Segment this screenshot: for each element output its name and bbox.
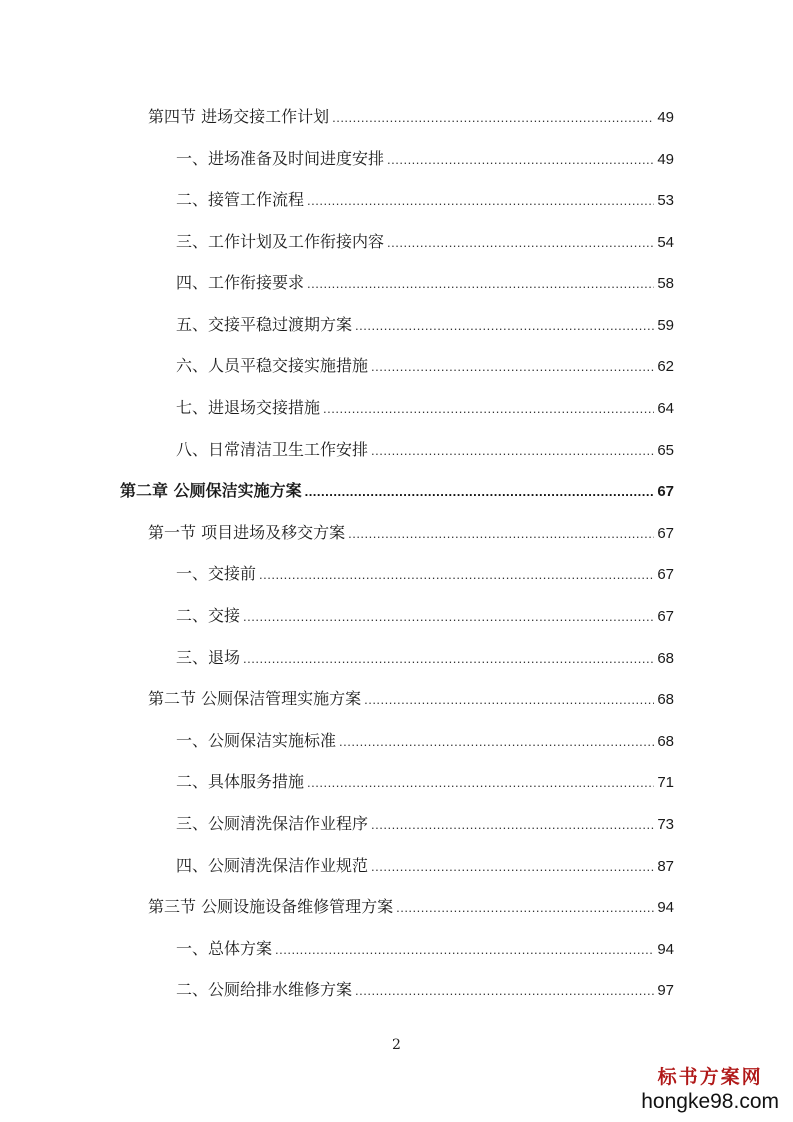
toc-entry[interactable]: [148, 897, 674, 918]
toc-entry-label: 一、交接前: [176, 564, 257, 583]
toc-entry-page: 49: [657, 151, 674, 168]
watermark-chinese-text: 标书方案网: [657, 1066, 763, 1088]
toc-entry-page: 73: [657, 816, 674, 833]
toc-entry-page: 62: [657, 358, 674, 375]
toc-entry[interactable]: [176, 648, 674, 669]
toc-entry[interactable]: [148, 107, 674, 128]
toc-entry-label: 第二节 公厕保洁管理实施方案: [148, 689, 362, 708]
toc-entry[interactable]: [176, 731, 674, 752]
toc-entry[interactable]: [176, 232, 674, 253]
site-watermark: [641, 1068, 779, 1112]
toc-entry-label: 五、交接平稳过渡期方案: [176, 315, 353, 334]
toc-entry-page: 94: [657, 899, 674, 916]
toc-leader-dots: [387, 150, 654, 170]
toc-entry-label: 三、公厕清洗保洁作业程序: [176, 814, 369, 833]
toc-leader-dots: [355, 981, 654, 1001]
toc-leader-dots: [332, 108, 654, 128]
toc-leader-dots: [275, 940, 654, 960]
toc-leader-dots: [307, 274, 654, 294]
toc-entry[interactable]: [176, 564, 674, 585]
toc-entry-page: 64: [657, 400, 674, 417]
toc-entry-page: 54: [657, 234, 674, 251]
toc-leader-dots: [307, 773, 654, 793]
toc-entry-page: 53: [657, 192, 674, 209]
toc-leader-dots: [348, 524, 654, 544]
toc-entry-page: 67: [657, 608, 674, 625]
toc-entry-label: 一、进场准备及时间进度安排: [176, 149, 385, 168]
toc-entry-page: 71: [657, 774, 674, 791]
toc-entry-label: 七、进退场交接措施: [176, 398, 321, 417]
toc-entry[interactable]: [176, 440, 674, 461]
toc-entry[interactable]: [176, 149, 674, 170]
toc-leader-dots: [371, 441, 654, 461]
toc-entry-page: 58: [657, 275, 674, 292]
toc-entry-page: 68: [657, 691, 674, 708]
toc-entry-page: 97: [657, 982, 674, 999]
toc-leader-dots: [307, 191, 654, 211]
toc-entry-label: 第四节 进场交接工作计划: [148, 107, 330, 126]
toc-leader-dots: [305, 482, 655, 502]
toc-entry[interactable]: [176, 356, 674, 377]
toc-entry[interactable]: [176, 606, 674, 627]
toc-entry-label: 第一节 项目进场及移交方案: [148, 523, 346, 542]
toc-entry-label: 第二章 公厕保洁实施方案: [120, 481, 302, 500]
toc-leader-dots: [355, 316, 654, 336]
toc-entry-page: 67: [657, 483, 674, 500]
toc-chapter-entry[interactable]: [120, 481, 674, 502]
toc-entry-page: 87: [657, 858, 674, 875]
page-number: 2: [392, 1037, 401, 1053]
toc-entry-label: 四、公厕清洗保洁作业规范: [176, 856, 369, 875]
toc-entry-label: 三、工作计划及工作衔接内容: [176, 232, 385, 251]
toc-entry-label: 二、交接: [176, 606, 241, 625]
toc-entry-page: 67: [657, 525, 674, 542]
toc-entry[interactable]: [176, 939, 674, 960]
toc-leader-dots: [339, 732, 654, 752]
toc-leader-dots: [243, 649, 654, 669]
toc-entry-page: 49: [657, 109, 674, 126]
toc-entry-label: 二、具体服务措施: [176, 772, 305, 791]
toc-entry-page: 68: [657, 733, 674, 750]
toc-entry[interactable]: [176, 814, 674, 835]
toc-entry[interactable]: [176, 190, 674, 211]
toc-entry-page: 59: [657, 317, 674, 334]
toc-leader-dots: [387, 233, 654, 253]
toc-leader-dots: [259, 565, 654, 585]
toc-entry-label: 二、接管工作流程: [176, 190, 305, 209]
toc-entry-label: 二、公厕给排水维修方案: [176, 980, 353, 999]
toc-entry-label: 六、人员平稳交接实施措施: [176, 356, 369, 375]
toc-entry-label: 一、公厕保洁实施标准: [176, 731, 337, 750]
toc-leader-dots: [323, 399, 654, 419]
watermark-domain-text: hongke98.com: [641, 1090, 779, 1113]
toc-leader-dots: [371, 815, 654, 835]
toc-entry[interactable]: [176, 315, 674, 336]
toc-entry[interactable]: [176, 273, 674, 294]
toc-entry-page: 67: [657, 566, 674, 583]
toc-entry-page: 65: [657, 442, 674, 459]
toc-entry[interactable]: [176, 980, 674, 1001]
toc-entry[interactable]: [176, 398, 674, 419]
toc-entry-label: 八、日常清洁卫生工作安排: [176, 440, 369, 459]
toc-leader-dots: [371, 857, 654, 877]
toc-entry-page: 68: [657, 650, 674, 667]
toc-entry-label: 一、总体方案: [176, 939, 273, 958]
toc-leader-dots: [243, 607, 654, 627]
toc-entry[interactable]: [148, 689, 674, 710]
toc-leader-dots: [364, 690, 654, 710]
toc-entry-page: 94: [657, 941, 674, 958]
toc-leader-dots: [371, 357, 654, 377]
toc-entry[interactable]: [148, 523, 674, 544]
toc-leader-dots: [396, 898, 654, 918]
toc-entry[interactable]: [176, 772, 674, 793]
toc-entry-label: 三、退场: [176, 648, 241, 667]
toc-entry[interactable]: [176, 856, 674, 877]
toc-entry-label: 第三节 公厕设施设备维修管理方案: [148, 897, 394, 916]
toc-entry-label: 四、工作衔接要求: [176, 273, 305, 292]
